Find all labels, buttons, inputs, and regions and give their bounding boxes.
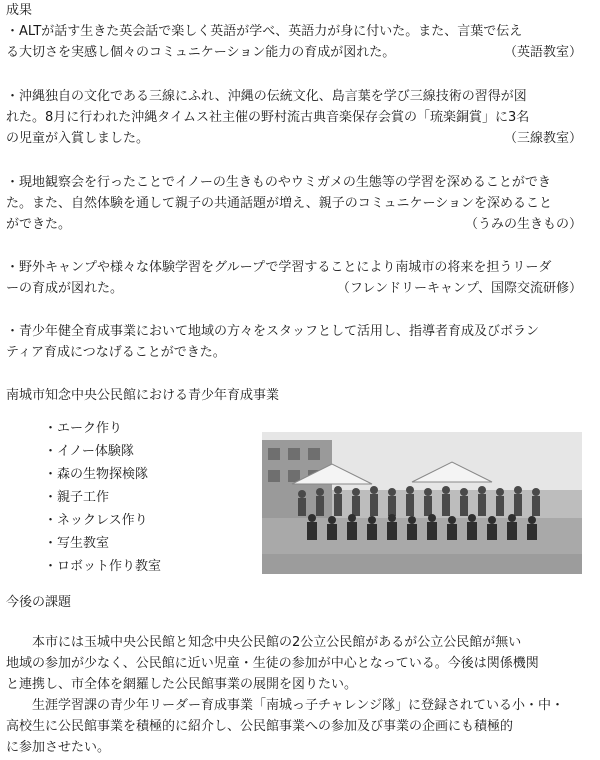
program-item: ・イノー体験隊 <box>44 444 134 459</box>
result-item-volunteer <box>6 321 586 363</box>
program-item: ・親子工作 <box>44 490 110 505</box>
result-source: （フレンドリーキャンプ、国際交流研修） <box>336 281 582 296</box>
future-paragraph-2 <box>6 695 596 758</box>
result-item-sea-creatures <box>6 172 586 235</box>
program-title: 南城市知念中央公民館における青少年育成事業 <box>6 388 280 403</box>
program-item: ・エーク作り <box>44 421 123 436</box>
result-item-camp <box>6 257 586 299</box>
result-line: ーの育成が図れた。 <box>6 281 124 296</box>
future-line: に参加させたい。 <box>6 740 111 755</box>
result-source: （三線教室） <box>503 131 582 146</box>
result-line: れた。8月に行われた沖縄タイムス社主催の野村流古典音楽保存会賞の「琉楽銅賞」に3名 <box>6 110 530 125</box>
future-heading: 今後の課題 <box>6 595 72 610</box>
result-item-english <box>6 21 586 63</box>
result-line: ・沖縄独自の文化である三線にふれ、沖縄の伝統文化、島言葉を学び三線技術の習得が図 <box>6 89 527 104</box>
result-item-sanshin <box>6 86 586 149</box>
result-line: ・青少年健全育成事業において地域の方々をスタッフとして活用し、指導者育成及びボラン <box>6 324 540 339</box>
program-item: ・森の生物探検隊 <box>44 467 149 482</box>
result-line: ・ALTが話す生きた英会話で楽しく英語が学べ、英語力が身に付いた。また、言葉で伝え <box>6 24 523 39</box>
result-source: （うみの生きもの） <box>464 217 582 232</box>
results-heading: 成果 <box>6 3 33 18</box>
result-line: ができた。 <box>6 217 72 232</box>
program-item: ・写生教室 <box>44 536 110 551</box>
result-line: ティア育成につなげることができた。 <box>6 345 226 360</box>
group-photo-illustration <box>262 432 582 574</box>
result-line: の児童が入賞しました。 <box>6 131 150 146</box>
result-line: る大切さを実感し個々のコミュニケーション能力の育成が図れた。 <box>6 45 396 60</box>
group-photo <box>262 432 582 574</box>
future-paragraph-1 <box>6 632 596 695</box>
future-line: と連携し、市全体を網羅した公民館事業の展開を図りたい。 <box>6 677 358 692</box>
result-line: た。また、自然体験を通して親子の共通話題が増え、親子のコミュニケーションを深めること <box>6 196 553 211</box>
future-line: 高校生に公民館事業を積極的に紹介し、公民館事業への参加及び事業の企画にも積極的 <box>6 719 514 734</box>
result-line: ・野外キャンプや様々な体験学習をグループで学習することにより南城市の将来を担うリーダ <box>6 260 552 275</box>
result-source: （英語教室） <box>503 45 582 60</box>
future-line: 地域の参加が少なく、公民館に近い児童・生徒の参加が中心となっている。今後は関係機関 <box>6 656 539 671</box>
future-line: 本市には玉城中央公民館と知念中央公民館の2公立公民館があるが公立公民館が無い <box>32 635 522 650</box>
program-list <box>44 417 244 578</box>
future-line: 生涯学習課の青少年リーダー育成事業「南城っ子チャレンジ隊」に登録されている小・中・ <box>32 698 564 713</box>
program-item: ・ロボット作り教室 <box>44 559 162 574</box>
program-item: ・ネックレス作り <box>44 513 148 528</box>
result-line: ・現地観察会を行ったことでイノーの生きものやウミガメの生態等の学習を深めることができ <box>6 175 551 190</box>
